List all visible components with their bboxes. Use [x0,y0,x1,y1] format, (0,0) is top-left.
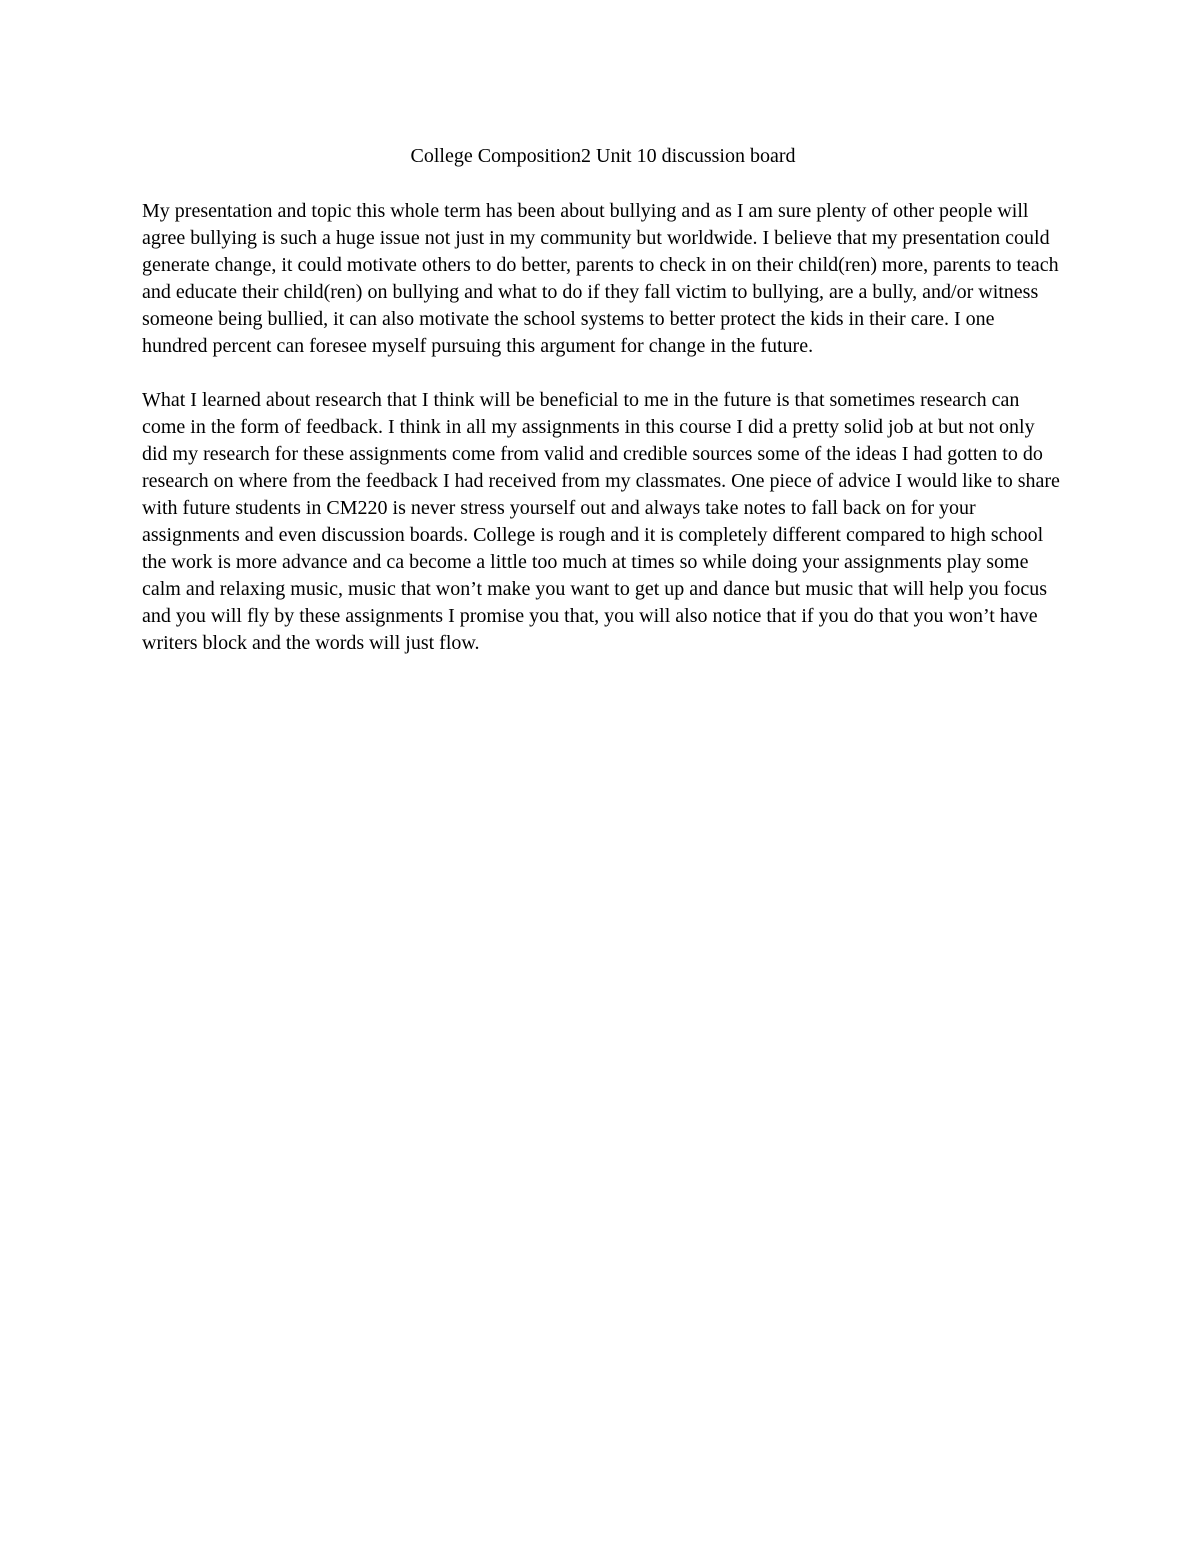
paragraph-presentation-reflection: My presentation and topic this whole term has been about bullying and as I am sure plenty of other people will agree bullying is such a huge issue not just in my community but worldwide. I believe that my presentation could generate change, it could motivate others to do better, parents to check in on their child(ren) more, parents to teach and educate their child(ren) on bullying and what to do if they fall victim to bullying, are a bully, and/or witness someone being bullied, it can also motivate the school systems to better protect the kids in their care. I one hundred percent can foresee myself pursuing this argument for change in the future. [142,200,1059,357]
document-body [142,143,1064,657]
document-title: College Composition2 Unit 10 discussion board [410,145,796,167]
paragraph-research-advice: What I learned about research that I think will be beneficial to me in the future is that sometimes research can come in the form of feedback. I think in all my assignments in this course I did a pretty solid job at but not only did my research for these assignments come from valid and credible sources some of the ideas I had gotten to do research on where from the feedback I had received from my classmates. One piece of advice I would like to share with future students in CM220 is never stress yourself out and always take notes to fall back on for your assignments and even discussion boards. College is rough and it is completely different compared to high school the work is more advance and ca become a little too much at times so while doing your assignments play some calm and relaxing music, music that won’t make you want to get up and dance but music that will help you focus and you will fly by these assignments I promise you that, you will also notice that if you do that you won’t have writers block and the words will just flow. [142,389,1060,654]
